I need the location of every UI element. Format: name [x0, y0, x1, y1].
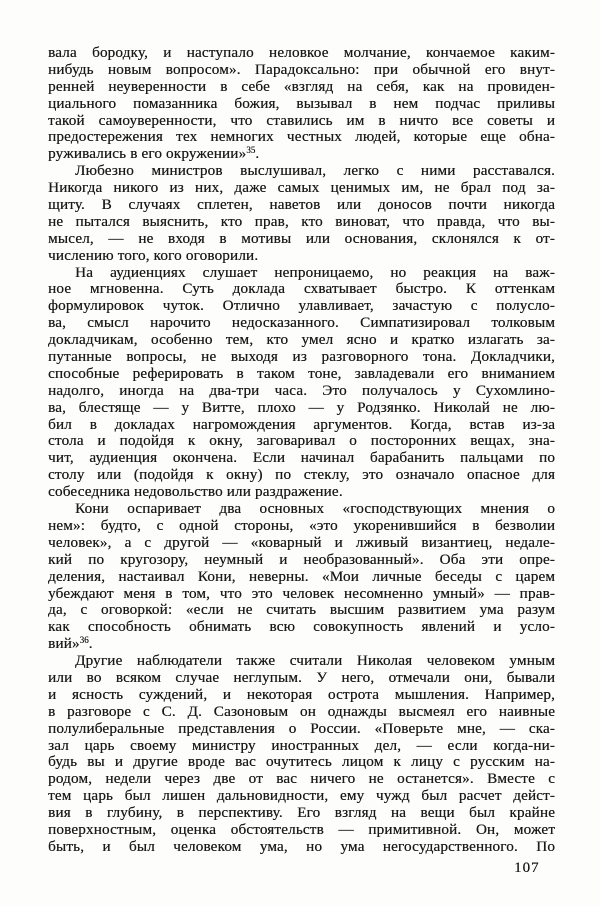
text-line: числению того, кого оговорили. [48, 247, 259, 264]
paragraph [48, 501, 555, 653]
text-line: На аудиенциях слушает непроницаемо, но реакция на важ- [75, 264, 555, 281]
text-line: циального помазанника божия, вызывал в нем подчас приливы [48, 95, 555, 112]
paragraph [48, 45, 555, 163]
text-line: быть, и был человеком ума, но ума негосударственного. По [48, 838, 555, 855]
text-line: убеждают меня в том, что это человек несомненно умный» — прав- [48, 585, 555, 602]
paragraph [48, 653, 555, 856]
text-line: или во всяком случае неглупым. У него, отмечали они, бывали [48, 669, 555, 686]
text-line: не пытался выяснить, кто прав, кто виноват, что правда, что вы- [48, 213, 555, 230]
footnote-reference: 35 [246, 146, 256, 156]
text-line: стола и подойдя к окну, заговаривал о посторонних вещах, зна- [48, 433, 555, 450]
text-line: способные реферировать в таком тоне, завладевали его вниманием [48, 365, 555, 382]
text-line: человек», а с другой — «коварный и лживый византиец, недале- [48, 534, 555, 551]
text-line: путанные вопросы, не выходя из разговорного тона. Докладчики, [48, 349, 555, 366]
text-line: Другие наблюдатели также считали Николая человеком умным [75, 653, 555, 670]
text-line: нем»: будто, с одной стороны, «это укоренившийся в безволии [48, 517, 555, 534]
text-line: надолго, иногда на два-три часа. Это получалось у Сухомлино- [48, 382, 555, 399]
text-line: столу или (подойдя к окну) по стеклу, это означало опасное для [48, 467, 555, 484]
page-number: 107 [514, 860, 540, 876]
paragraph [48, 265, 555, 501]
text-line: вала бородку, и наступало неловкое молчание, кончаемое каким- [48, 45, 555, 61]
paragraph [48, 163, 555, 264]
text-line: Любезно министров выслушивал, легко с ними расставался. [75, 163, 555, 180]
text-line: кий по кругозору, неумный и необразованный». Оба эти опре- [48, 551, 555, 568]
text-line: предостережения тех немногих честных людей, которые еще обна- [48, 129, 555, 146]
text-block [48, 45, 555, 856]
text-line: вия в глубину, в перспективу. Его взгляд на вещи был крайне [48, 805, 555, 822]
text-line: будь вы и другие вроде вас очутитесь лицом к лицу с русским на- [48, 754, 555, 771]
text-line: ва, смысл нарочито недосказанного. Симпатизировал толковым [48, 315, 555, 332]
text-line: ренней неуверенности в себе «взгляд на себя, как на провиден- [48, 78, 555, 95]
text-line: нибудь новым вопросом». Парадоксально: при обычной его внут- [48, 61, 555, 78]
text-line: чит, аудиенция окончена. Если начинал барабанить пальцами по [48, 450, 555, 467]
text-line: Никогда никого из них, даже самых ценимых им, не брал под за- [48, 180, 555, 197]
text-line: докладчикам, особенно тем, кто умел ясно и кратко излагать за- [48, 332, 555, 349]
text-line: и ясность суждений, и некоторая острота мышления. Например, [48, 686, 555, 703]
text-line: да, с оговоркой: «если не считать высшим развитием ума разум [48, 602, 555, 619]
text-line: ва, блестяще — у Витте, плохо — у Родзянко. Николай не лю- [48, 399, 555, 416]
text-line: Кони оспаривает два основных «господствующих мнения о [75, 501, 555, 518]
text-line: поверхностным, оценка обстоятельств — примитивной. Он, может [48, 821, 555, 838]
text-line: такой самоуверенности, что ставились им в ничто все советы и [48, 112, 555, 129]
text-line: формулировок чуток. Отлично улавливает, зачастую с полусло- [48, 298, 555, 315]
text-line: как способность обнимать всю совокупность явлений и усло- [48, 619, 555, 636]
text-line: зал царь своему министру иностранных дел, — если когда-ни- [48, 737, 555, 754]
text-line: тем царь был лишен дальновидности, ему чужд был расчет дейст- [48, 788, 555, 805]
text-line: мысел, — не входя в мотивы или основания, склонялся к от- [48, 230, 555, 247]
text-line: деления, настаивал Кони, неверны. «Мои личные беседы с царем [48, 568, 555, 585]
footnote-reference: 36 [79, 636, 89, 646]
text-line: родом, недели через две от вас ничего не останется». Вместе с [48, 771, 555, 788]
text-line: в разговоре с С. Д. Сазоновым он однажды высмеял его наивные [48, 703, 555, 720]
text-line: бил в докладах нагромождения аргументов. Когда, встав из-за [48, 416, 555, 433]
text-line: ное мгновенна. Суть доклада схватывает быстро. К оттенкам [48, 281, 555, 298]
text-line: щиту. В случаях сплетен, наветов или доносов почти никогда [48, 197, 555, 214]
text-line: руживались в его окружении»$^{35}$. [48, 146, 260, 163]
text-line: полулиберальные представления о России. «Поверьте мне, — ска- [48, 720, 555, 737]
text-line: вий»$^{36}$. [48, 636, 93, 653]
text-line: собеседника недовольство или раздражение. [48, 484, 343, 501]
